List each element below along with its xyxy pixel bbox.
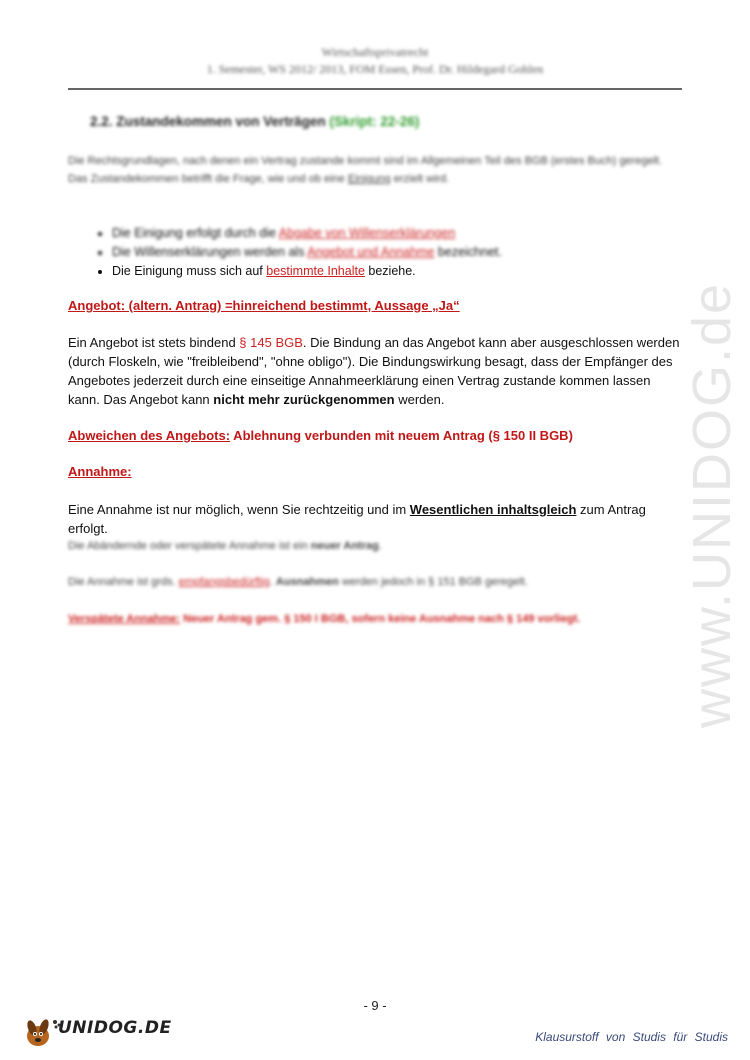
annahme-bold: Wesentlichen inhaltsgleich [409, 502, 577, 517]
bullet-text: Die Willenserklärungen werden als [112, 245, 308, 259]
annahme-line3-bold: Ausnahmen [275, 576, 339, 588]
annahme-paragraph [68, 500, 680, 536]
verspaetet-label: Verspätete Annahme: [68, 613, 181, 625]
angebot-text-end: werden. [394, 392, 445, 407]
header-details: 1. Semester, WS 2012/ 2013, FOM Essen, Prof. Dr. Hildegard Gohlen [206, 62, 544, 76]
intro-paragraph [68, 152, 678, 188]
annahme-line3-text: Die Annahme ist grds. [68, 576, 179, 588]
annahme-line3-sep: . [269, 576, 276, 588]
angebot-bold: nicht mehr zurückgenommen [213, 392, 395, 407]
annahme-heading [68, 464, 132, 479]
angebot-text-cont: . Die Bindung an das Angebot kann aber ausgeschlossen werden (durch Floskeln, wie "freibleibend", "ohne obligo"). Die Bindungswirkung besagt, dass der Empfänger des Angebotes jederzeit durch eine einseitige Annahmeerklärung einen Vertrag zustande kommen lassen kann. Das Angebot kann [68, 335, 680, 407]
annahme-line3-link[interactable]: empfangsbedürftig [178, 576, 270, 588]
header-divider [68, 88, 682, 90]
page-header [70, 44, 680, 78]
section-title [90, 114, 419, 129]
annahme-line-2 [68, 538, 680, 555]
page-number: - 9 - [363, 998, 387, 1013]
section-script-ref: (Skript: 22-26) [329, 114, 420, 129]
verspaetet-text: Neuer Antrag gem. § 150 I BGB, sofern keine Ausnahme nach § 149 vorliegt. [180, 613, 581, 625]
bullet-link[interactable]: Angebot und Annahme [307, 245, 435, 259]
angebot-heading-text: Angebot: (altern. Antrag) =hinreichend bestimmt, Aussage „Ja“ [68, 298, 460, 313]
abweichen-heading [68, 428, 573, 443]
annahme-text: Eine Annahme ist nur möglich, wenn Sie rechtzeitig und im [68, 502, 410, 517]
bullet-link[interactable]: bestimmte Inhalte [266, 264, 365, 278]
bullet-text-end: bezeichnet. [434, 245, 502, 259]
dog-icon [22, 1014, 62, 1050]
verspaetet-note [68, 610, 628, 629]
intro-text: Die Rechtsgrundlagen, nach denen ein Vertrag zustande kommt sind im Allgemeinen Teil des BGB (erstes Buch) geregelt. Das Zustandekommen betrifft die Frage, wie und ob eine [68, 155, 663, 185]
section-title-text: 2.2. Zustandekommen von Verträgen [90, 114, 326, 129]
angebot-paragraph [68, 333, 680, 409]
watermark-text: www.UNIDOG.de [682, 281, 742, 729]
list-item [112, 243, 672, 262]
bullet-link[interactable]: Abgabe von Willenserklärungen [278, 226, 456, 240]
annahme-line2-text: Die Abändernde oder verspätete Annahme ist ein [68, 540, 311, 552]
annahme-heading-text: Annahme: [68, 464, 132, 479]
bullet-text: Die Einigung erfolgt durch die [112, 226, 279, 240]
footer-tagline: Klausurstoff von Studis für Studis [535, 1030, 728, 1044]
annahme-line2-bold: neuer Antrag [310, 540, 379, 552]
intro-underlined: Einigung [347, 173, 391, 185]
bullet-text: Die Einigung muss sich auf [112, 264, 267, 278]
bullet-text-end: beziehe. [364, 264, 416, 278]
intro-text-end: erzielt wird. [390, 173, 450, 185]
list-item [112, 262, 672, 281]
annahme-text-end: zum Antrag erfolgt. [68, 502, 646, 536]
angebot-text: Ein Angebot ist stets bindend [68, 335, 240, 350]
annahme-line3-end: werden jedoch in § 151 BGB geregelt. [338, 576, 528, 588]
header-course: Wirtschaftsprivatrecht [321, 45, 429, 59]
angebot-heading [68, 298, 460, 313]
logo-wordmark: UNIDOG.DE [58, 1018, 172, 1038]
annahme-line-3 [68, 574, 680, 591]
angebot-ref: § 145 BGB [239, 335, 303, 350]
bullet-list [86, 224, 672, 281]
annahme-line2-end: . [378, 540, 382, 552]
list-item [112, 224, 672, 243]
abweichen-text: Ablehnung verbunden mit neuem Antrag (§ 150 II BGB) [230, 428, 573, 443]
abweichen-label: Abweichen des Angebots: [68, 428, 231, 443]
